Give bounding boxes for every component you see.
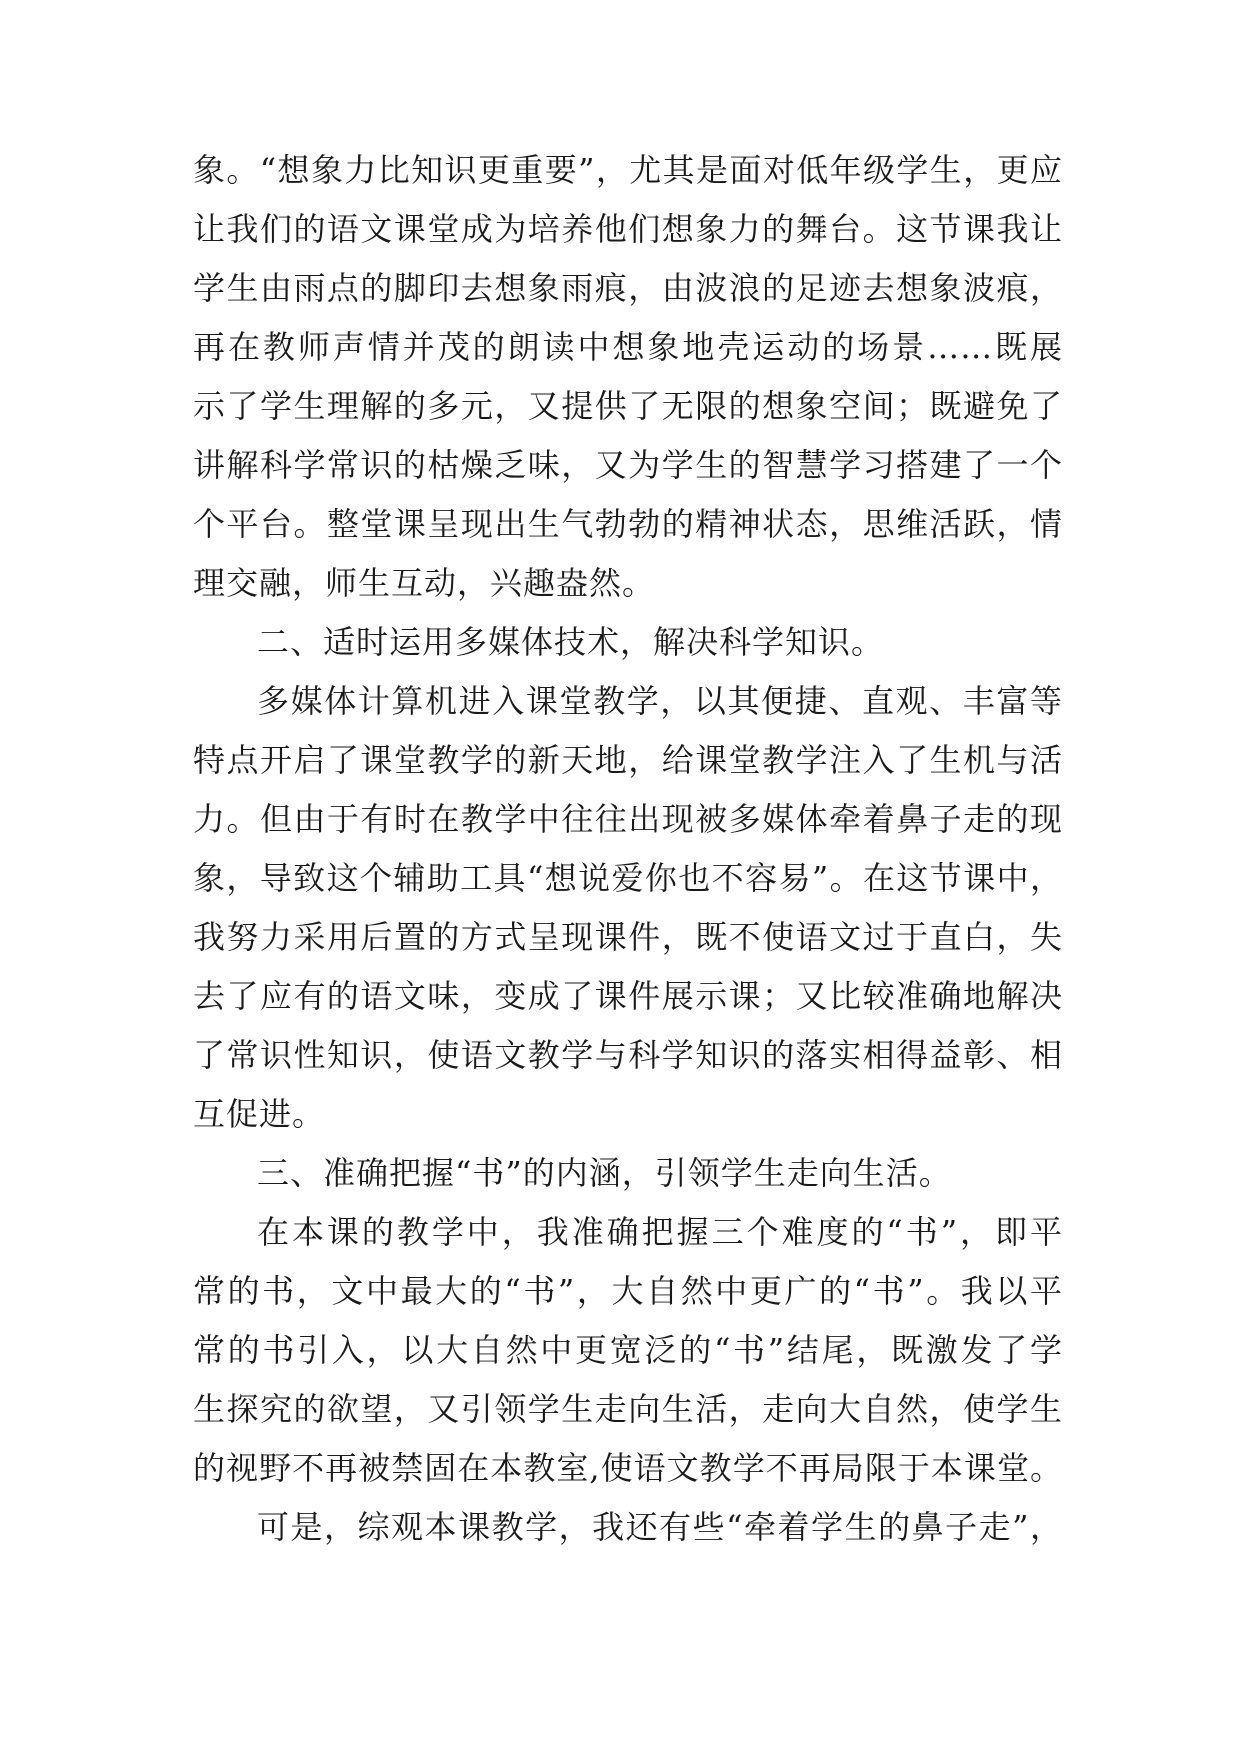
text-line: 示了学生理解的多元，又提供了无限的想象空间；既避免了 — [193, 387, 1063, 425]
text-line: 再在教师声情并茂的朗读中想象地壳运动的场景……既展 — [193, 328, 1063, 366]
text-line: 特点开启了课堂教学的新天地，给课堂教学注入了生机与活 — [193, 741, 1063, 779]
text-line: 可是，综观本课教学，我还有些“牵着学生的鼻子走”， — [257, 1508, 1063, 1546]
text-line: 个平台。整堂课呈现出生气勃勃的精神状态，思维活跃，情 — [193, 505, 1063, 543]
text-line: 我努力采用后置的方式呈现课件，既不使语文过于直白，失 — [193, 918, 1063, 956]
text-line: 的视野不再被禁固在本教室,使语文教学不再局限于本课堂。 — [193, 1449, 1063, 1487]
text-line: 了常识性知识，使语文教学与科学知识的落实相得益彰、相 — [193, 1036, 1063, 1074]
section-heading: 二、适时运用多媒体技术，解决科学知识。 — [257, 623, 885, 661]
text-line: 讲解科学常识的枯燥乏味，又为学生的智慧学习搭建了一个 — [193, 446, 1063, 484]
text-line: 学生由雨点的脚印去想象雨痕，由波浪的足迹去想象波痕， — [193, 269, 1063, 307]
text-line: 生探究的欲望，又引领学生走向生活，走向大自然，使学生 — [193, 1390, 1063, 1428]
text-line: 理交融，师生互动，兴趣盎然。 — [193, 564, 656, 602]
section-heading: 三、准确把握“书”的内涵，引领学生走向生活。 — [257, 1154, 952, 1192]
text-line: 让我们的语文课堂成为培养他们想象力的舞台。这节课我让 — [193, 210, 1063, 248]
text-line: 去了应有的语文味，变成了课件展示课；又比较准确地解决 — [193, 977, 1063, 1015]
text-line: 象，导致这个辅助工具“想说爱你也不容易”。在这节课中， — [193, 859, 1063, 897]
text-line: 在本课的教学中，我准确把握三个难度的“书”，即平 — [257, 1213, 1063, 1251]
text-line: 常的书，文中最大的“书”，大自然中更广的“书”。我以平 — [193, 1272, 1063, 1310]
text-line: 象。“想象力比知识更重要”，尤其是面对低年级学生，更应 — [193, 151, 1063, 189]
text-line: 多媒体计算机进入课堂教学，以其便捷、直观、丰富等 — [257, 682, 1063, 720]
text-line: 互促进。 — [193, 1095, 326, 1133]
text-line: 常的书引入，以大自然中更宽泛的“书”结尾，既激发了学 — [193, 1331, 1063, 1369]
text-line: 力。但由于有时在教学中往往出现被多媒体牵着鼻子走的现 — [193, 800, 1063, 838]
